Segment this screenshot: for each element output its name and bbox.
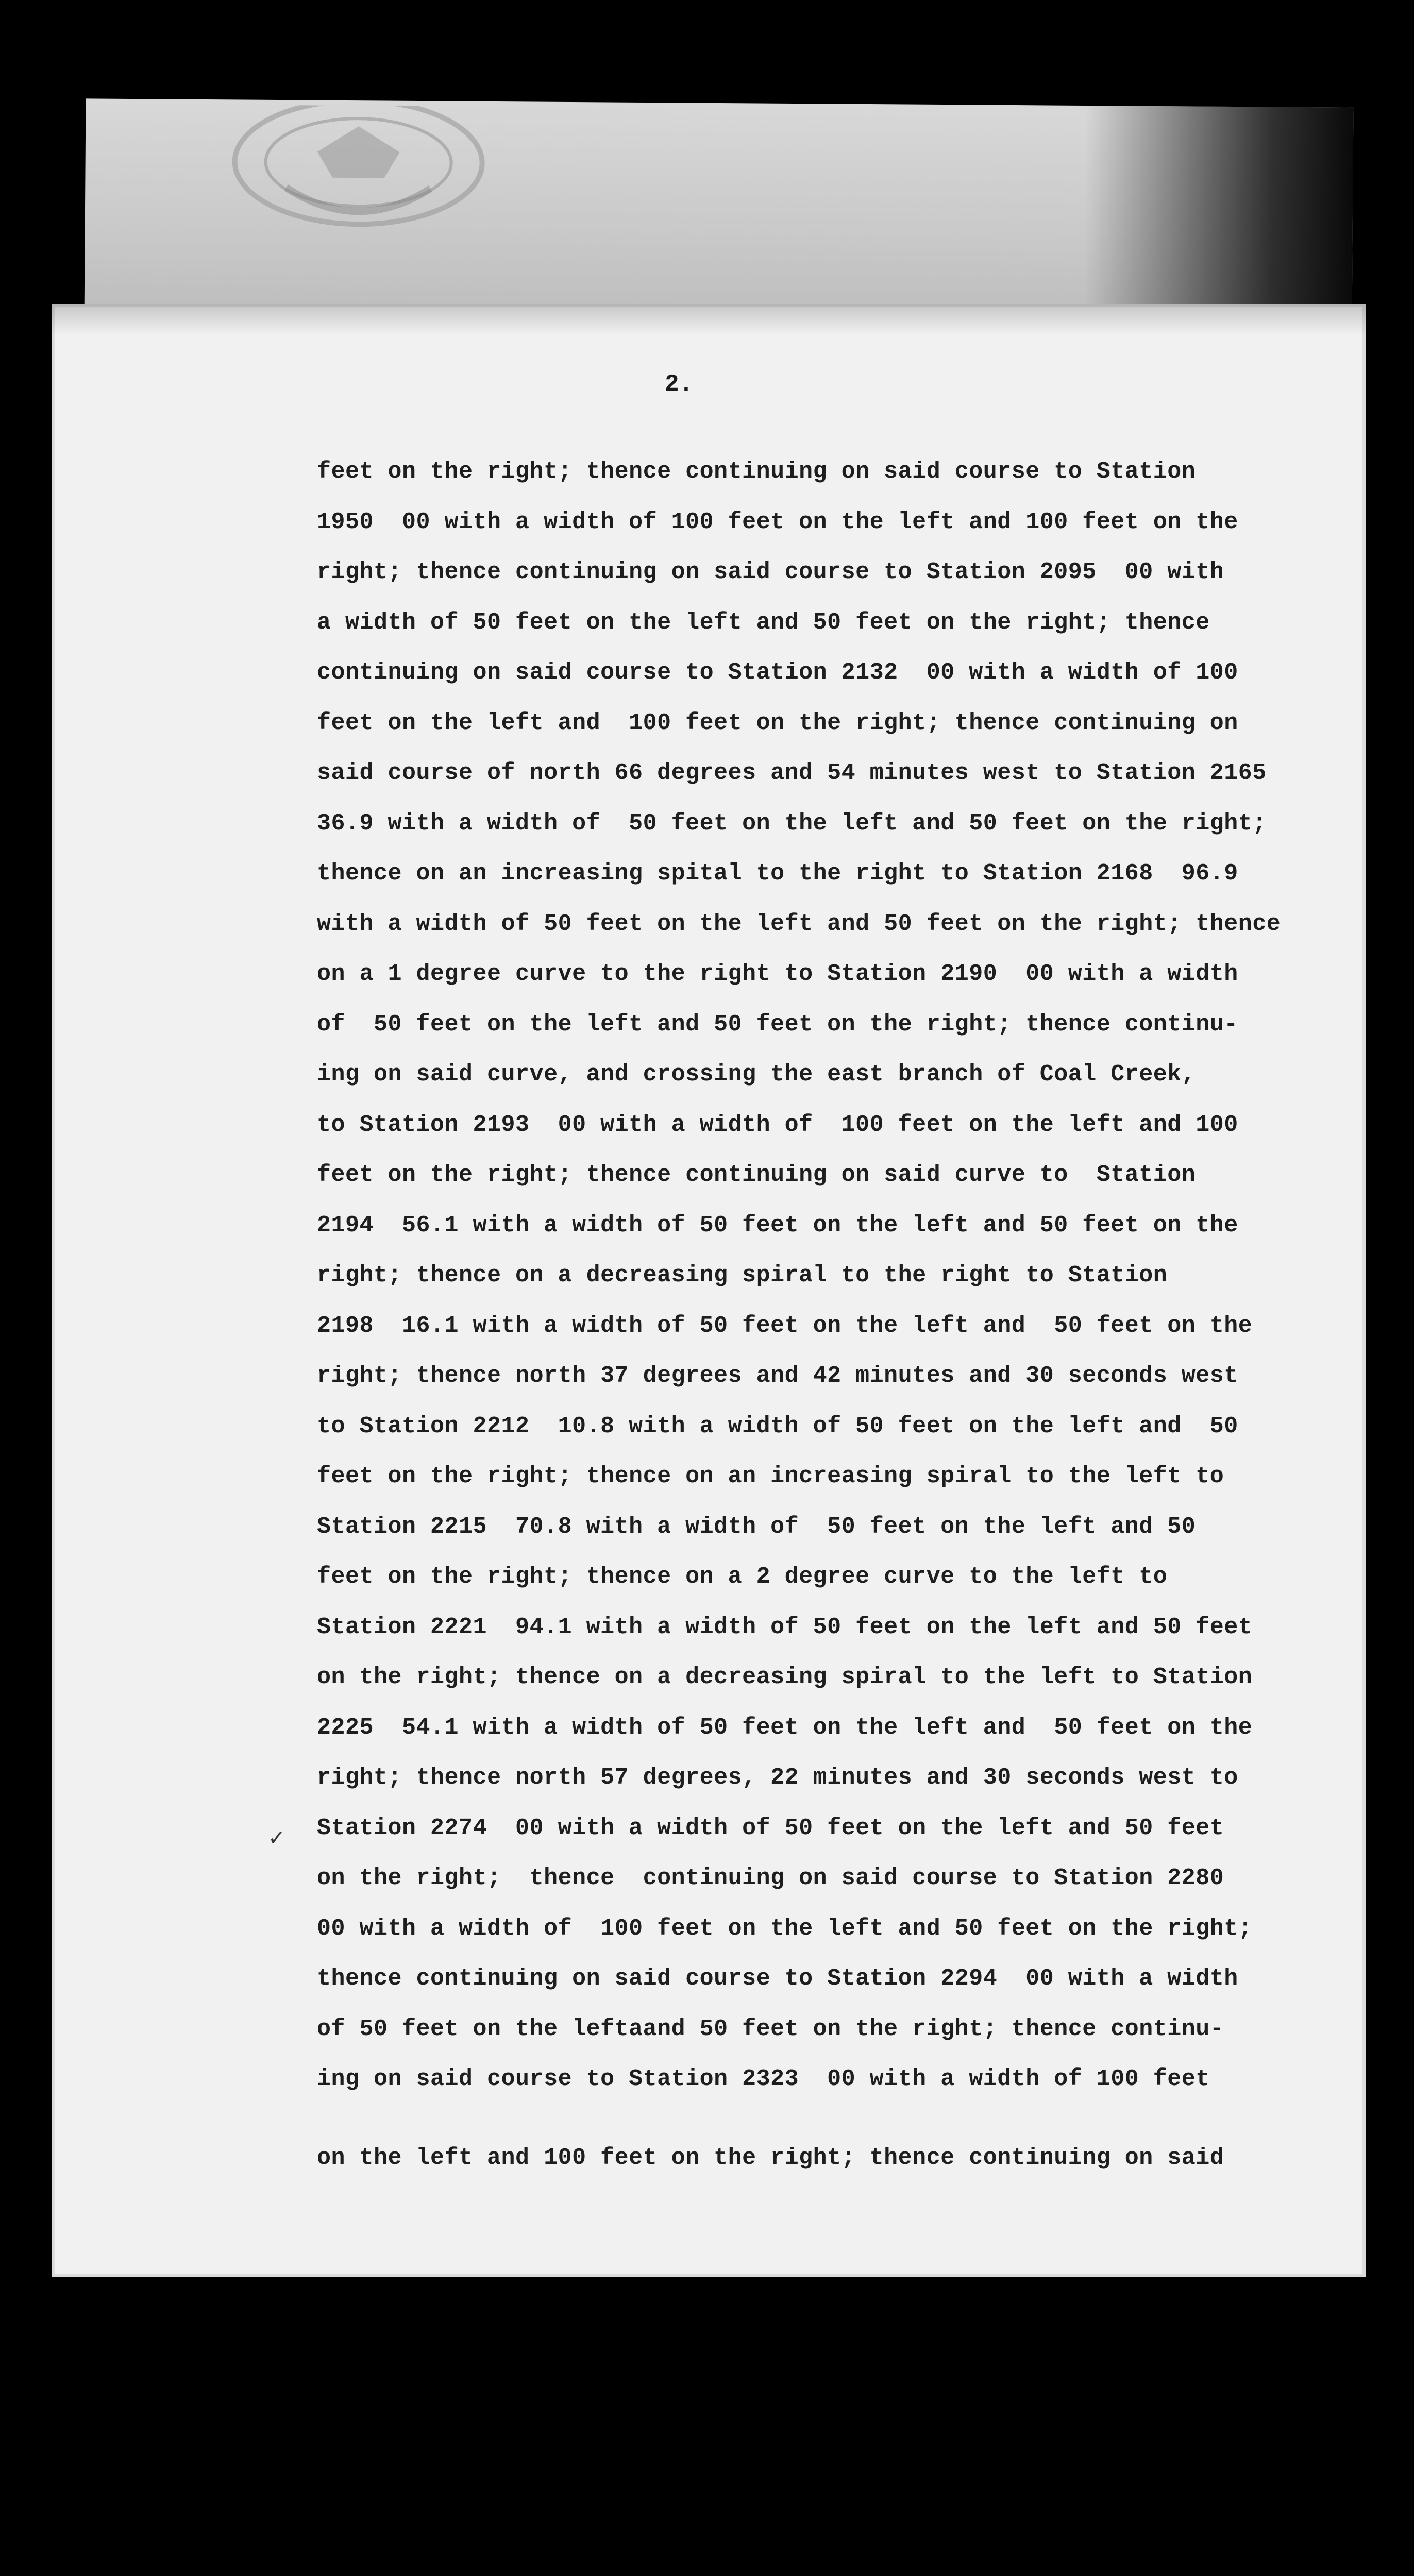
- shadow-corner: [1084, 106, 1354, 324]
- text-line: feet on the right; thence continuing on said curve to Station: [317, 1162, 1196, 1188]
- text-line: right; thence north 37 degrees and 42 minutes and 30 seconds west: [317, 1363, 1238, 1389]
- text-line: 36.9 with a width of 50 feet on the left and 50 feet on the right;: [317, 810, 1267, 837]
- text-line: feet on the left and 100 feet on the right; thence continuing on: [317, 709, 1238, 736]
- text-line: to Station 2193 00 with a width of 100 feet on the left and 100: [317, 1111, 1238, 1138]
- text-line: of 50 feet on the left and 50 feet on the right; thence continu-: [317, 1011, 1238, 1038]
- underlying-sheet: [85, 98, 1354, 324]
- text-line: continuing on said course to Station 2132 00 with a width of 100: [317, 659, 1238, 686]
- text-line: on the left and 100 feet on the right; thence continuing on said: [317, 2144, 1224, 2171]
- text-line: with a width of 50 feet on the left and 50 feet on the right; thence: [317, 910, 1281, 937]
- document-page: [52, 304, 1366, 2277]
- text-line: ing on said course to Station 2323 00 with a width of 100 feet: [317, 2066, 1210, 2092]
- seal-emblem: [213, 105, 503, 261]
- text-line: of 50 feet on the leftaand 50 feet on the right; thence continu-: [317, 2015, 1224, 2042]
- text-line: feet on the right; thence on an increasing spiral to the left to: [317, 1463, 1224, 1489]
- text-line: Station 2274 00 with a width of 50 feet on the left and 50 feet: [317, 1815, 1224, 1841]
- text-line: on the right; thence on a decreasing spiral to the left to Station: [317, 1664, 1253, 1690]
- text-line: right; thence continuing on said course to Station 2095 00 with: [317, 559, 1224, 585]
- text-line: 1950 00 with a width of 100 feet on the left and 100 feet on the: [317, 509, 1238, 535]
- margin-checkmark: ✓: [268, 1826, 285, 1850]
- text-line: a width of 50 feet on the left and 50 feet on the right; thence: [317, 609, 1210, 636]
- text-line: feet on the right; thence continuing on said course to Station: [317, 459, 1196, 485]
- text-line: thence on an increasing spital to the right to Station 2168 96.9: [317, 860, 1238, 887]
- text-line: said course of north 66 degrees and 54 minutes west to Station 2165: [317, 760, 1267, 786]
- text-line: 2225 54.1 with a width of 50 feet on the left and 50 feet on the: [317, 1714, 1253, 1741]
- text-line: on a 1 degree curve to the right to Station 2190 00 with a width: [317, 961, 1238, 987]
- text-line: feet on the right; thence on a 2 degree curve to the left to: [317, 1564, 1168, 1590]
- text-line: thence continuing on said course to Station 2294 00 with a width: [317, 1965, 1238, 1992]
- text-line: right; thence on a decreasing spiral to the right to Station: [317, 1262, 1168, 1289]
- text-line: Station 2215 70.8 with a width of 50 feet on the left and 50: [317, 1513, 1196, 1540]
- text-line: Station 2221 94.1 with a width of 50 feet on the left and 50 feet: [317, 1614, 1253, 1640]
- text-line: on the right; thence continuing on said course to Station 2280: [317, 1865, 1224, 1891]
- text-line: to Station 2212 10.8 with a width of 50 feet on the left and 50: [317, 1413, 1238, 1439]
- text-line: 2198 16.1 with a width of 50 feet on the left and 50 feet on the: [317, 1312, 1253, 1339]
- text-line: ing on said curve, and crossing the east branch of Coal Creek,: [317, 1061, 1196, 1088]
- typed-body-text: [52, 304, 1366, 2277]
- text-line: right; thence north 57 degrees, 22 minutes and 30 seconds west to: [317, 1765, 1238, 1791]
- text-line: 2194 56.1 with a width of 50 feet on the left and 50 feet on the: [317, 1212, 1238, 1239]
- page-number: 2.: [665, 371, 694, 398]
- text-line: 00 with a width of 100 feet on the left and 50 feet on the right;: [317, 1915, 1253, 1942]
